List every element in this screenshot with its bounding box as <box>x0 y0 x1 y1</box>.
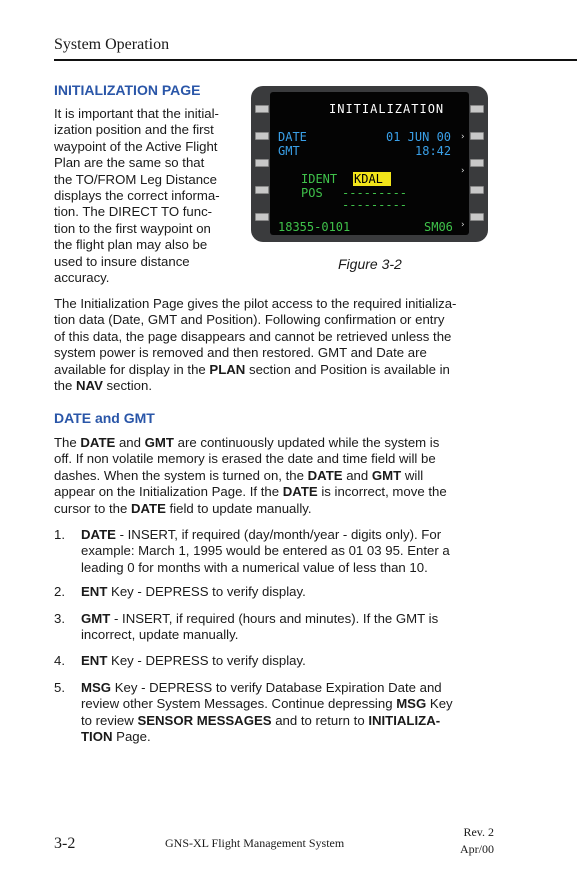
intro-line: displays the correct informa- <box>54 188 220 204</box>
list-number: 3. <box>54 611 65 626</box>
list-text <box>81 680 492 746</box>
intro-line: waypoint of the Active Flight <box>54 138 218 154</box>
page-number: 3-2 <box>54 835 76 852</box>
text-run: will <box>401 467 424 483</box>
chevron-right-icon: › <box>461 220 465 230</box>
gmt-label: GMT <box>278 144 300 158</box>
bold-term: TION <box>81 729 113 745</box>
text-run: incorrect, update manually. <box>81 627 239 643</box>
bold-term: GMT <box>371 467 402 483</box>
bold-term: SENSOR MESSAGES <box>137 712 272 728</box>
bold-term: DATE <box>307 467 343 483</box>
paragraph-initialization-description <box>54 296 492 394</box>
header-rule <box>54 59 577 61</box>
bold-term: DATE <box>130 500 166 516</box>
intro-line: Plan are the same so that <box>54 155 205 171</box>
screen-title: INITIALIZATION <box>329 102 445 116</box>
text-run: section and Position is available in <box>245 361 450 377</box>
text-run: and to return to <box>271 712 369 728</box>
text-run: field to update manually. <box>165 500 312 516</box>
intro-paragraph <box>54 106 238 286</box>
bold-term: DATE <box>282 484 318 500</box>
intro-line: the flight plan may also be <box>54 237 208 253</box>
text-run: Page. <box>112 729 151 745</box>
text-run: and <box>115 435 145 450</box>
text-run: The Initialization Page gives the pilot access to the required initializa- <box>54 296 457 311</box>
ident-label: IDENT <box>301 172 338 186</box>
pos-label: POS <box>301 186 323 200</box>
list-text <box>81 584 492 600</box>
date-value: 01 JUN 00 <box>386 130 452 144</box>
page-header-title: System Operation <box>54 36 170 53</box>
text-run: - INSERT, if required (hours and minutes). If the GMT is <box>110 611 439 626</box>
list-text <box>81 527 492 576</box>
bold-term: PLAN <box>209 361 246 377</box>
screen-footer-right: SM06 <box>424 220 453 234</box>
text-run: The <box>54 435 81 450</box>
intro-line: It is important that the initial- <box>54 106 219 121</box>
text-run: appear on the Initialization Page. If the <box>54 484 283 500</box>
intro-line: tion. The DIRECT TO func- <box>54 204 213 220</box>
line-select-key-right-2 <box>470 132 484 140</box>
text-run: is incorrect, move the <box>317 484 447 500</box>
text-run: the <box>54 378 76 394</box>
text-run: Key - DEPRESS to verify display. <box>107 653 306 668</box>
list-text <box>81 611 492 644</box>
text-run: Key - DEPRESS to verify Database Expiration Date and <box>111 680 442 695</box>
bold-term: DATE <box>80 435 116 450</box>
figure-caption: Figure 3-2 <box>338 256 402 272</box>
list-text <box>81 653 492 669</box>
revision-info <box>458 824 494 858</box>
text-run: example: March 1, 1995 would be entered as 01 03 95. Enter a <box>81 543 450 559</box>
line-select-key-left-2 <box>255 132 269 140</box>
bold-term: DATE <box>81 527 116 542</box>
list-number: 1. <box>54 527 65 542</box>
line-select-key-left-5 <box>255 213 269 221</box>
text-run: are continuously updated while the system is <box>173 435 440 450</box>
pos-value-2: --------- <box>342 198 408 212</box>
text-run: leading 0 for months with a numerical value of less than 10. <box>81 559 428 575</box>
bold-term: MSG <box>396 696 427 712</box>
intro-line: ization position and the first <box>54 122 214 138</box>
gmt-value: 18:42 <box>415 144 452 158</box>
text-run: of this data, the page disappears and cannot be retrieved unless the <box>54 328 452 344</box>
text-run: off. If non volatile memory is erased the date and time field will be <box>54 451 436 467</box>
text-run: dashes. When the system is turned on, the <box>54 467 308 483</box>
bold-term: MSG <box>81 680 112 695</box>
line-select-key-left-3 <box>255 159 269 167</box>
section-heading-date-gmt: DATE and GMT <box>54 410 155 426</box>
intro-line: tion to the first waypoint on <box>54 220 211 236</box>
cdu-screen <box>270 92 469 235</box>
screen-footer-left: 18355-0101 <box>278 220 351 234</box>
date-label: DATE <box>278 130 307 144</box>
line-select-key-left-4 <box>255 186 269 194</box>
text-run: to review <box>81 712 138 728</box>
bold-term: ENT <box>81 584 108 599</box>
list-number: 2. <box>54 584 65 599</box>
text-run: available for display in the <box>54 361 210 377</box>
section-heading-initialization: INITIALIZATION PAGE <box>54 82 201 98</box>
intro-line: the TO/FROM Leg Distance <box>54 171 217 187</box>
text-run: review other System Messages. Continue depressing <box>81 696 397 712</box>
chevron-right-icon: › <box>461 132 465 142</box>
list-number: 5. <box>54 680 65 695</box>
intro-line: accuracy. <box>54 270 110 286</box>
line-select-key-right-4 <box>470 186 484 194</box>
bold-term: GMT <box>81 611 111 626</box>
text-run: system power is removed and then restored. GMT and Date are <box>54 345 427 361</box>
revision-number: Rev. 2 <box>463 825 494 839</box>
revision-date: Apr/00 <box>460 842 494 856</box>
chevron-right-icon: › <box>461 166 465 176</box>
text-run: cursor to the <box>54 500 131 516</box>
bold-term: GMT <box>144 435 174 450</box>
cdu-display-figure <box>251 86 488 242</box>
text-run: tion data (Date, GMT and Position). Following confirmation or entry <box>54 312 445 328</box>
text-run: - INSERT, if required (day/month/year - digits only). For <box>115 527 442 542</box>
line-select-key-left-1 <box>255 105 269 113</box>
paragraph-date-gmt <box>54 435 492 517</box>
list-number: 4. <box>54 653 65 668</box>
line-select-key-right-5 <box>470 213 484 221</box>
line-select-key-right-1 <box>470 105 484 113</box>
text-run: Key <box>426 696 453 712</box>
footer-title: GNS-XL Flight Management System <box>165 836 345 850</box>
line-select-key-right-3 <box>470 159 484 167</box>
bold-term: ENT <box>81 653 108 668</box>
text-run: section. <box>102 378 152 394</box>
bold-term: NAV <box>76 378 103 394</box>
pos-value-1: --------- <box>342 186 408 200</box>
text-run: and <box>342 467 372 483</box>
intro-line: used to insure distance <box>54 253 190 269</box>
bold-term: INITIALIZA- <box>368 712 441 728</box>
text-run: Key - DEPRESS to verify display. <box>107 584 306 599</box>
ident-value: KDAL <box>353 172 391 186</box>
